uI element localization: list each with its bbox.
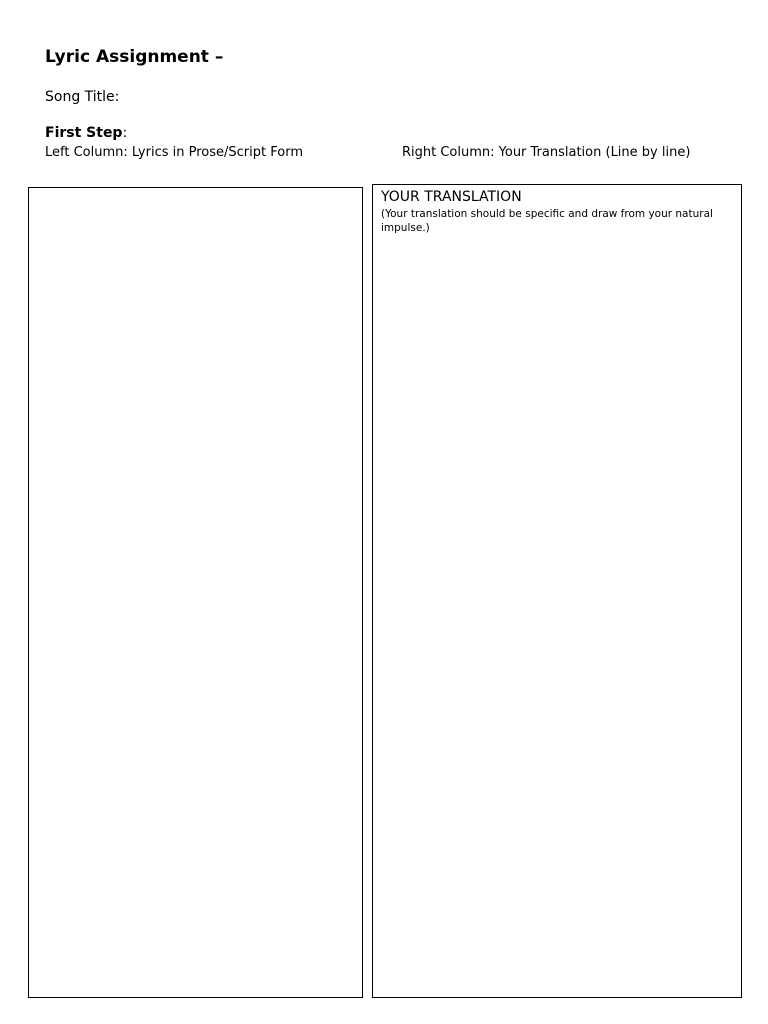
page-title: Lyric Assignment – (45, 47, 224, 67)
translation-box[interactable] (372, 184, 742, 998)
column-instructions (45, 145, 745, 161)
translation-heading: YOUR TRANSLATION (381, 189, 522, 205)
lyrics-prose-box[interactable] (28, 187, 363, 998)
first-step-heading (45, 124, 127, 142)
left-column-instruction: Left Column: Lyrics in Prose/Script Form (45, 145, 303, 160)
first-step-colon: : (122, 125, 128, 141)
right-column-instruction: Right Column: Your Translation (Line by line) (401, 145, 691, 160)
translation-note: (Your translation should be specific and draw from your natural impulse.) (381, 208, 713, 234)
song-title-label: Song Title: (45, 89, 120, 105)
first-step-label: First Step (45, 125, 123, 141)
